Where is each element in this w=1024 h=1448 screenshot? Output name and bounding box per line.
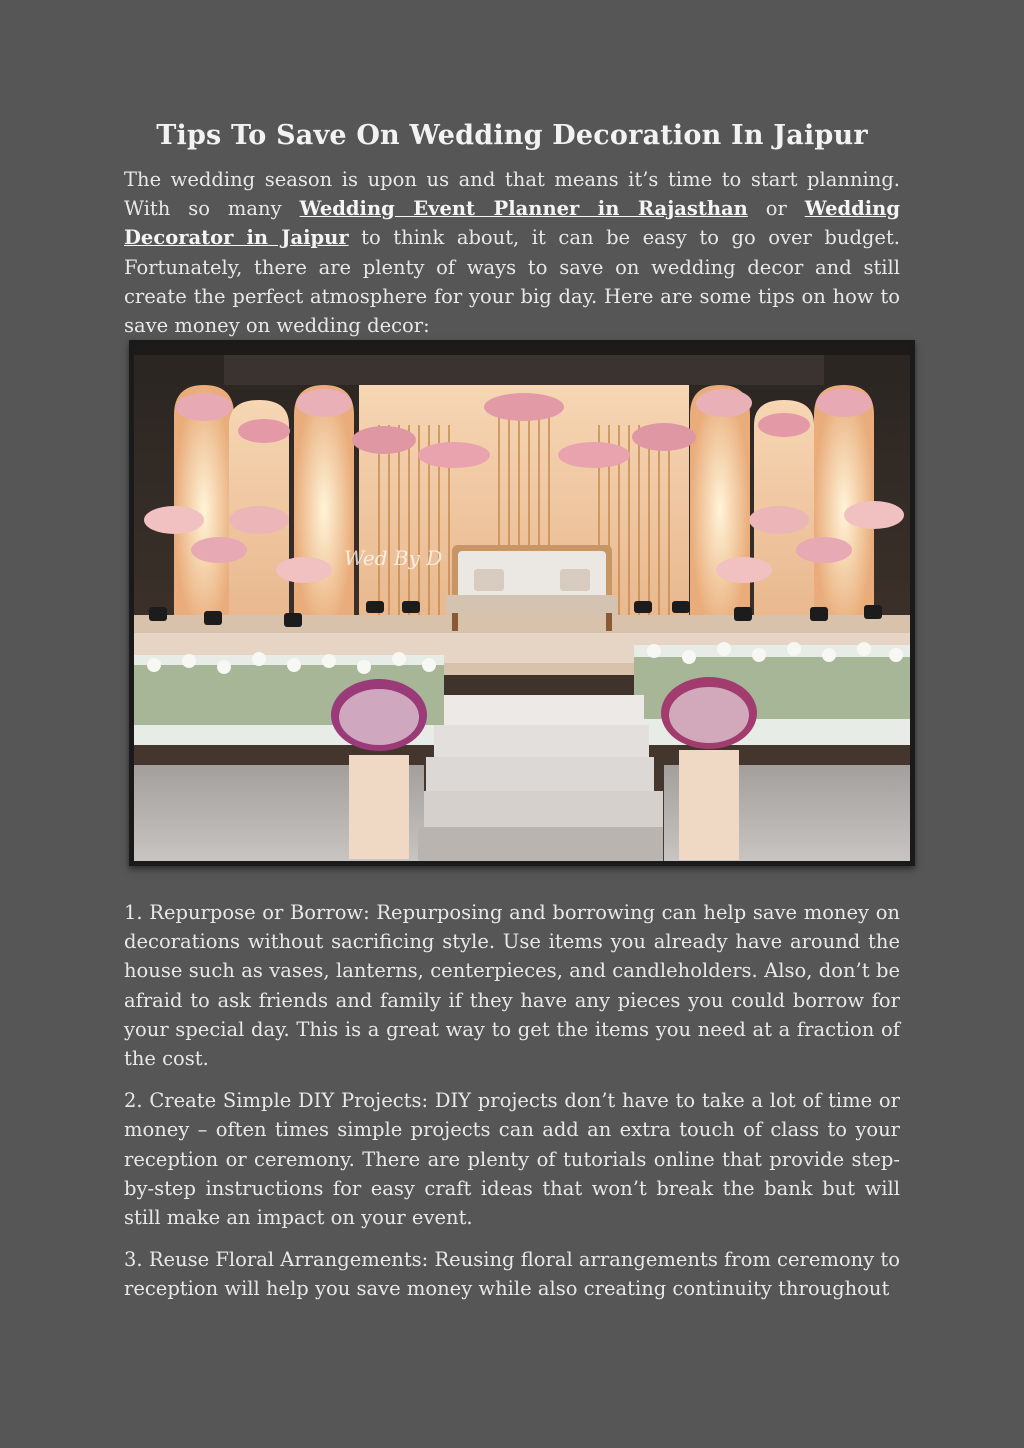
intro-paragraph	[124, 165, 900, 340]
wedding-stage-photo	[129, 340, 915, 866]
intro-text-1: The wedding season is upon us and that means it’s time to start planning. With so many	[124, 168, 900, 221]
stage-steps	[418, 695, 663, 827]
tip-item: 2. Create Simple DIY Projects: DIY projects don’t have to take a lot of time or money – often times simple projects can add an extra touch of class to your reception or ceremony. There are plenty of tutorials online that provide step-by-step instructions for easy craft ideas that won’t break the bank but will still make an impact on your event.	[124, 1089, 900, 1230]
page-title: Tips To Save On Wedding Decoration In Jaipur	[156, 120, 868, 151]
link-wedding-event-planner[interactable]: Wedding Event Planner in Rajasthan	[299, 197, 748, 221]
stage-illustration	[134, 345, 910, 861]
tip-item: 1. Repurpose or Borrow: Repurposing and borrowing can help save money on decorations without sacrificing style. Use items you already have around the house such as vases, lanterns, centerpieces, and candleholders. Also, don’t be afraid to ask friends and family if they have any pieces you could borrow for your special day. This is a great way to get the items you need at a fraction of the cost.	[124, 901, 900, 1071]
tips-list	[124, 898, 900, 1317]
article	[124, 120, 900, 340]
link-wedding-decorator[interactable]: Wedding Decorator in Jaipur	[124, 197, 900, 250]
tip-item: 3. Reuse Floral Arrangements: Reusing floral arrangements from ceremony to reception will help you save money while also creating continuity throughout	[124, 1248, 900, 1301]
intro-text-2: or	[747, 197, 805, 221]
image-watermark: Wed By D	[344, 546, 443, 570]
intro-text-3: to think about, it can be easy to go over budget. Fortunately, there are plenty of ways to save on wedding decor and still create the perfect atmosphere for your big day. Here are some tips on how to save money on wedding decor:	[124, 226, 900, 338]
